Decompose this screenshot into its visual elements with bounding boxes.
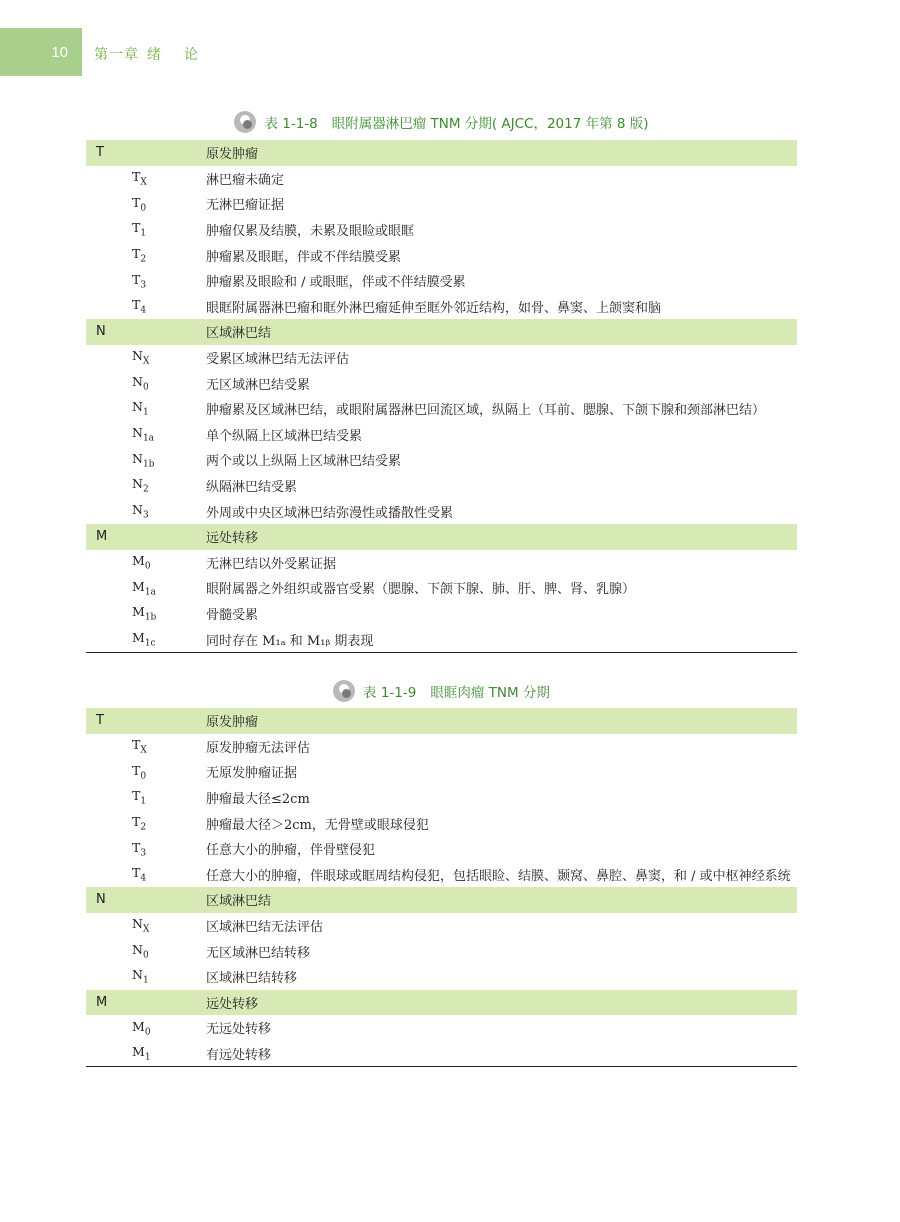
- stage-subscript: 0: [140, 203, 147, 214]
- table-row: [86, 498, 797, 524]
- stage-code: [132, 169, 147, 188]
- table-number: 表 1-1-8: [264, 116, 318, 132]
- stage-letter: N: [132, 348, 143, 364]
- table-row: [86, 759, 797, 785]
- eye-bullet-icon: [234, 111, 256, 133]
- section-header-row: [86, 990, 797, 1016]
- stage-code: [132, 451, 154, 470]
- table-row: [86, 191, 797, 217]
- table-row: [86, 268, 797, 294]
- stage-description: 眼眶附属器淋巴瘤和眶外淋巴瘤延伸至眶外邻近结构，如骨、鼻窦、上颌窦和脑: [206, 300, 662, 316]
- stage-subscript: 1c: [144, 638, 156, 649]
- section-code: T: [96, 713, 104, 729]
- stage-description: 单个纵隔上区域淋巴结受累: [206, 428, 363, 444]
- stage-subscript: 2: [140, 254, 147, 265]
- stage-description: 肿瘤最大径＞2cm，无骨壁或眼球侵犯: [206, 817, 429, 833]
- table-row: [86, 913, 797, 939]
- stage-description: 两个或以上纵隔上区域淋巴结受累: [206, 454, 402, 470]
- stage-letter: T: [132, 169, 141, 185]
- section-title: 区域淋巴结: [206, 894, 272, 910]
- stage-subscript: 3: [140, 848, 147, 859]
- stage-letter: N: [132, 941, 143, 957]
- stage-code: [132, 220, 146, 239]
- stage-description: 淋巴瘤未确定: [206, 172, 285, 188]
- table-title: 眼眶肉瘤 TNM 分期: [430, 685, 550, 701]
- stage-description: 肿瘤仅累及结膜，未累及眼睑或眼眶: [206, 224, 415, 240]
- stage-code: [132, 814, 146, 833]
- stage-code: [132, 553, 151, 572]
- stage-code: [132, 195, 146, 214]
- stage-subscript: 1b: [144, 612, 157, 623]
- stage-subscript: X: [142, 356, 150, 367]
- stage-code: [132, 865, 146, 884]
- stage-code: [132, 630, 156, 649]
- stage-code: [132, 916, 149, 935]
- table-bottom-rule: [86, 1066, 797, 1067]
- stage-code: [132, 1019, 151, 1038]
- stage-letter: N: [132, 476, 143, 492]
- stage-subscript: 0: [142, 950, 149, 961]
- table-row: [86, 294, 797, 320]
- table-row: [86, 862, 797, 888]
- table-row: [86, 447, 797, 473]
- table-caption: [86, 109, 797, 135]
- section-title: 远处转移: [206, 996, 259, 1012]
- stage-description: 眼附属器之外组织或器官受累（腮腺、下颌下腺、肺、肝、脾、肾、乳腺）: [206, 582, 636, 598]
- table-row: [86, 473, 797, 499]
- stage-letter: T: [132, 220, 141, 236]
- table-row: [86, 422, 797, 448]
- table-row: [86, 396, 797, 422]
- table-number: 表 1-1-9: [363, 685, 417, 701]
- stage-letter: M: [132, 1044, 145, 1060]
- stage-letter: T: [132, 297, 141, 313]
- table-title: 眼附属器淋巴瘤 TNM 分期( AJCC，2017 年第 8 版): [331, 116, 649, 132]
- tnm-table-sarcoma: [86, 708, 797, 1067]
- stage-subscript: 1: [144, 1052, 151, 1063]
- stage-subscript: 4: [140, 305, 147, 316]
- stage-letter: N: [132, 967, 143, 983]
- stage-letter: N: [132, 399, 143, 415]
- table-bottom-rule: [86, 652, 797, 653]
- table-row: [86, 370, 797, 396]
- table-row: [86, 550, 797, 576]
- stage-subscript: 3: [140, 280, 147, 291]
- stage-letter: M: [132, 553, 145, 569]
- stage-subscript: 0: [144, 1027, 151, 1038]
- section-header-row: [86, 887, 797, 913]
- tnm-table-lymphoma: [86, 140, 797, 653]
- stage-subscript: 4: [140, 873, 147, 884]
- table-row: [86, 964, 797, 990]
- table-row: [86, 938, 797, 964]
- section-header-row: [86, 524, 797, 550]
- table-row: [86, 601, 797, 627]
- section-header-row: [86, 708, 797, 734]
- stage-letter: T: [132, 865, 141, 881]
- stage-code: [132, 840, 146, 859]
- stage-code: [132, 272, 146, 291]
- stage-code: [132, 425, 154, 444]
- stage-description: 骨髓受累: [206, 607, 259, 623]
- stage-description: 肿瘤最大径≤2cm: [206, 792, 310, 808]
- stage-code: [132, 348, 149, 367]
- stage-letter: T: [132, 194, 141, 210]
- stage-subscript: 1: [140, 228, 147, 239]
- section-code: N: [96, 892, 106, 908]
- page-number: 10: [0, 28, 82, 76]
- stage-letter: T: [132, 245, 141, 261]
- stage-code: [132, 604, 156, 623]
- stage-code: [132, 763, 146, 782]
- stage-letter: N: [132, 916, 143, 932]
- section-title: 原发肿瘤: [206, 715, 259, 731]
- section-title: 远处转移: [206, 531, 259, 547]
- stage-subscript: 1a: [142, 433, 155, 444]
- stage-description: 原发肿瘤无法评估: [206, 740, 311, 756]
- stage-letter: T: [132, 839, 141, 855]
- stage-subscript: 1: [142, 407, 149, 418]
- stage-subscript: 2: [140, 822, 147, 833]
- section-header-row: [86, 319, 797, 345]
- stage-subscript: 1: [140, 796, 147, 807]
- stage-description: 肿瘤累及区域淋巴结，或眼附属器淋巴回流区域，纵隔上（耳前、腮腺、下颌下腺和颈部淋巴结）: [206, 403, 766, 419]
- stage-description: 任意大小的肿瘤，伴眼球或眶周结构侵犯，包括眼睑、结膜、颞窝、鼻腔、鼻窦，和 / 或中枢神经系统: [206, 868, 791, 884]
- table-row: [86, 575, 797, 601]
- stage-description: 纵隔淋巴结受累: [206, 480, 298, 496]
- table-caption: [86, 678, 797, 704]
- stage-letter: N: [132, 425, 143, 441]
- stage-letter: T: [132, 762, 141, 778]
- stage-description: 无淋巴瘤证据: [206, 198, 285, 214]
- table-row: [86, 217, 797, 243]
- stage-letter: M: [132, 604, 145, 620]
- stage-subscript: X: [142, 924, 150, 935]
- stage-letter: N: [132, 373, 143, 389]
- section-code: T: [96, 145, 104, 161]
- stage-subscript: 1b: [142, 459, 155, 470]
- table-row: [86, 1015, 797, 1041]
- stage-subscript: 0: [140, 771, 147, 782]
- stage-code: [132, 967, 149, 986]
- stage-code: [132, 942, 149, 961]
- stage-letter: M: [132, 629, 145, 645]
- stage-code: [132, 399, 149, 418]
- section-title: 原发肿瘤: [206, 147, 259, 163]
- chapter-header: [94, 44, 199, 64]
- section-title: 区域淋巴结: [206, 326, 272, 342]
- table-row: [86, 836, 797, 862]
- stage-description: 受累区域淋巴结无法评估: [206, 352, 350, 368]
- table-row: [86, 785, 797, 811]
- chapter-number: 第一章: [94, 47, 139, 63]
- section-code: M: [96, 529, 108, 545]
- stage-description: 同时存在 M₁ₐ 和 M₁ᵦ 期表现: [206, 633, 374, 649]
- stage-letter: T: [132, 271, 141, 287]
- eye-bullet-icon: [333, 680, 355, 702]
- stage-code: [132, 1044, 151, 1063]
- table-row: [86, 345, 797, 371]
- stage-description: 外周或中央区域淋巴结弥漫性或播散性受累: [206, 505, 454, 521]
- section-code: M: [96, 994, 108, 1010]
- stage-letter: M: [132, 578, 145, 594]
- stage-code: [132, 788, 146, 807]
- stage-description: 肿瘤累及眼睑和 / 或眼眶，伴或不伴结膜受累: [206, 275, 466, 291]
- stage-description: 有远处转移: [206, 1048, 272, 1064]
- stage-subscript: 3: [142, 510, 149, 521]
- stage-description: 肿瘤累及眼眶，伴或不伴结膜受累: [206, 249, 402, 265]
- stage-description: 任意大小的肿瘤，伴骨壁侵犯: [206, 843, 376, 859]
- stage-subscript: 1: [142, 975, 149, 986]
- section-code: N: [96, 324, 106, 340]
- table-row: [86, 242, 797, 268]
- stage-description: 无区域淋巴结受累: [206, 377, 311, 393]
- stage-subscript: X: [140, 745, 147, 756]
- table-row: [86, 810, 797, 836]
- stage-description: 区域淋巴结转移: [206, 971, 298, 987]
- stage-code: [132, 374, 149, 393]
- stage-letter: T: [132, 813, 141, 829]
- table-row: [86, 734, 797, 760]
- stage-description: 区域淋巴结无法评估: [206, 920, 324, 936]
- stage-letter: T: [132, 788, 141, 804]
- stage-letter: N: [132, 501, 143, 517]
- stage-letter: N: [132, 450, 143, 466]
- stage-code: [132, 476, 149, 495]
- stage-letter: T: [132, 737, 141, 753]
- table-row: [86, 166, 797, 192]
- stage-description: 无区域淋巴结转移: [206, 945, 311, 961]
- stage-subscript: 2: [142, 484, 149, 495]
- table-row: [86, 626, 797, 652]
- section-header-row: [86, 140, 797, 166]
- stage-subscript: 0: [144, 561, 151, 572]
- table-row: [86, 1041, 797, 1067]
- stage-subscript: X: [140, 177, 147, 188]
- stage-description: 无原发肿瘤证据: [206, 766, 298, 782]
- stage-code: [132, 297, 146, 316]
- stage-code: [132, 246, 146, 265]
- stage-code: [132, 502, 149, 521]
- stage-subscript: 1a: [144, 587, 156, 598]
- stage-letter: M: [132, 1018, 145, 1034]
- stage-code: [132, 737, 147, 756]
- stage-description: 无淋巴结以外受累证据: [206, 556, 337, 572]
- stage-subscript: 0: [142, 382, 149, 393]
- stage-description: 无远处转移: [206, 1022, 272, 1038]
- chapter-title: 绪 论: [147, 47, 199, 63]
- stage-code: [132, 579, 156, 598]
